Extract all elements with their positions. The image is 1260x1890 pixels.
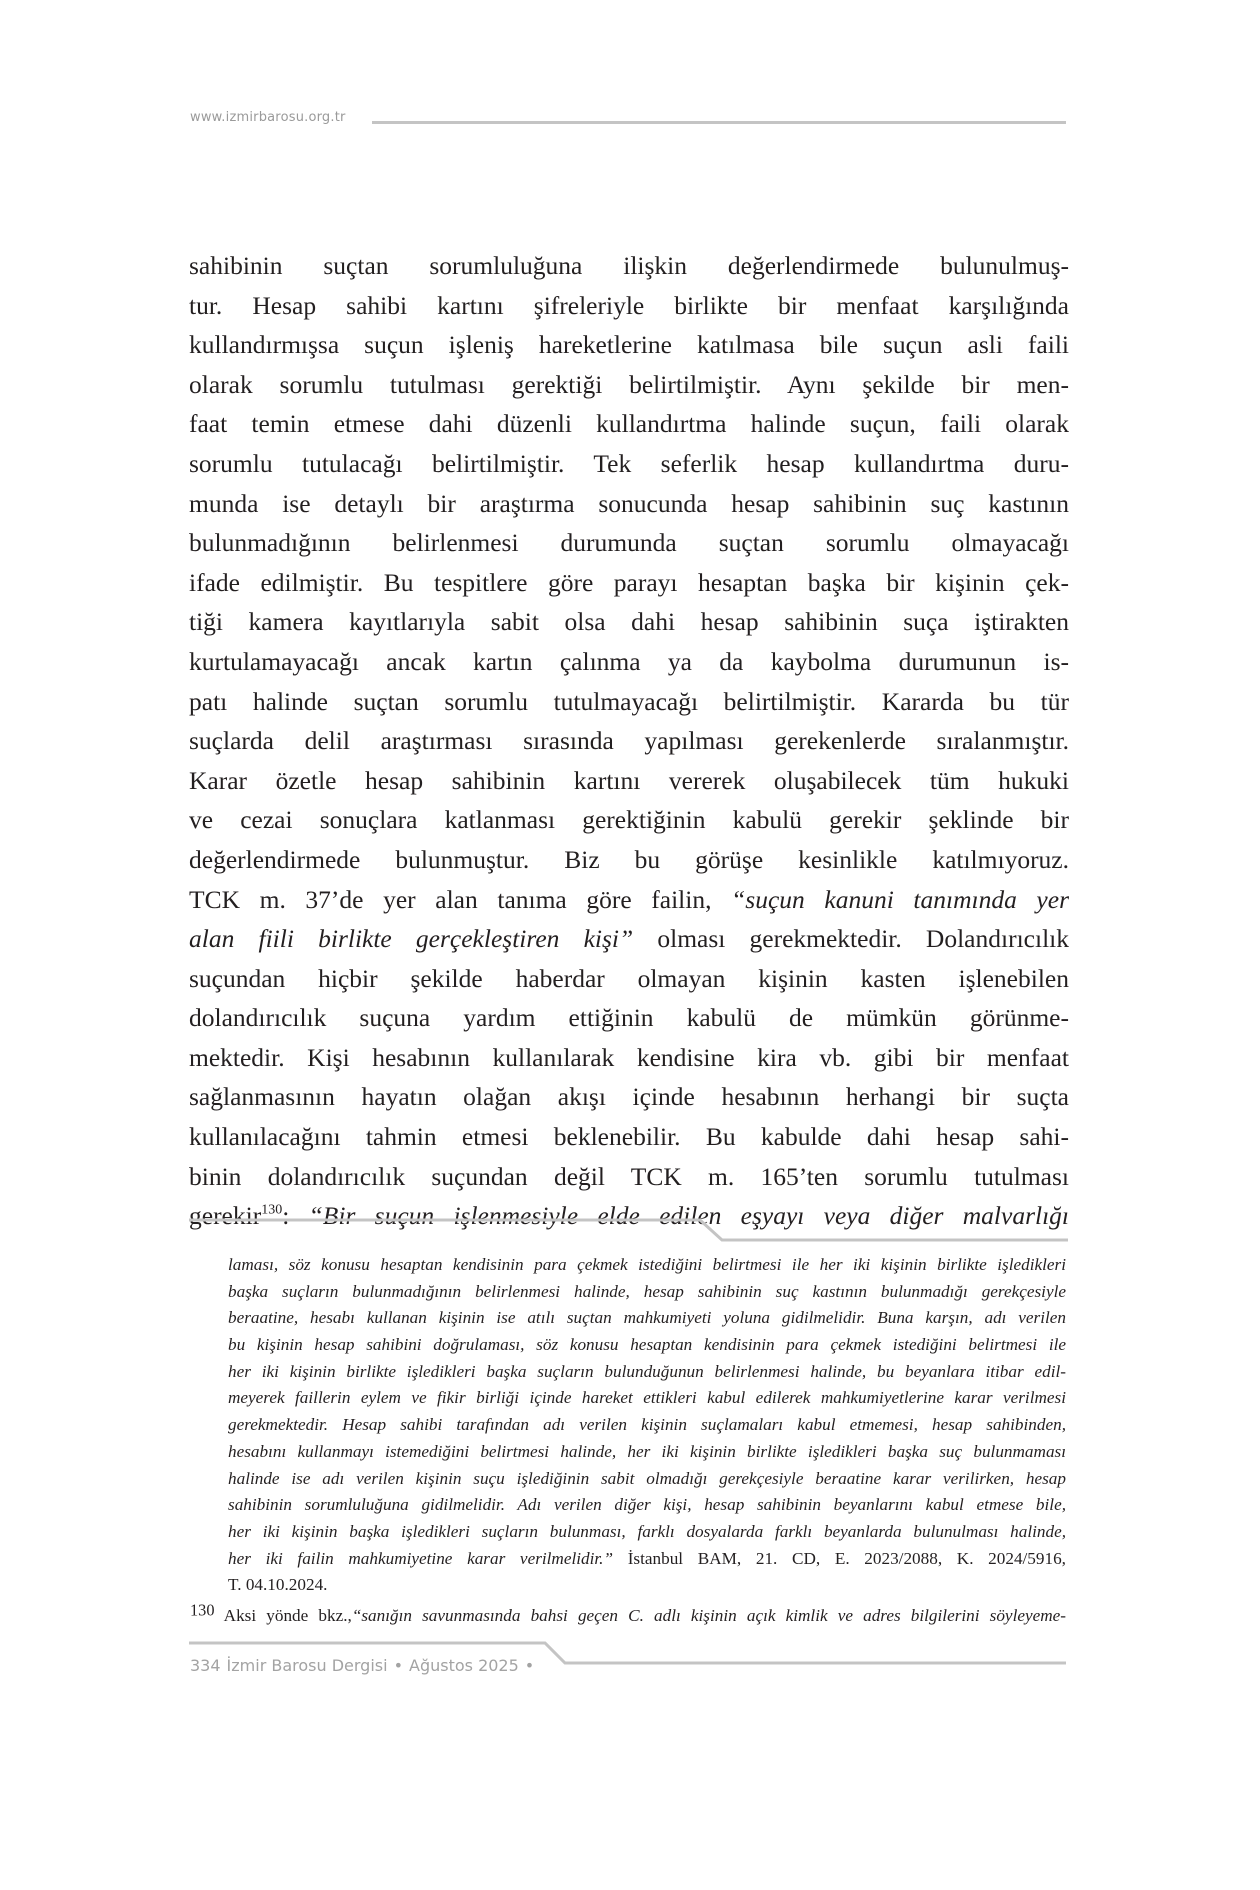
page-number: 334 [190,1656,221,1675]
quoted-text: her iki kişinin başka işledikleri suçların bulunması, farklı dosyalarda farklı beyanlarda bulunulması halinde, [228,1521,1066,1541]
text-segment: kullandırmışsa suçun işleniş hareketlerine katılmasa bile suçun asli faili [189,330,1069,360]
quoted-text: her iki failin mahkumiyetine karar verilmelidir.” [228,1548,614,1568]
quoted-text: hesabını kullanmayı istemediğini belirtmesi halinde, her iki kişinin birlikte işledikleri başka suç bulunmaması [228,1441,1066,1461]
text-segment: olarak sorumlu tutulması gerektiği belirtilmiştir. Aynı şekilde bir men- [189,369,1069,399]
text-segment: faat temin etmese dahi düzenli kullandırtma halinde suçun, faili olarak [189,409,1069,439]
text-segment: dolandırıcılık suçuna yardım ettiğinin kabulü de mümkün görünme- [189,1003,1069,1033]
text-segment: munda ise detaylı bir araştırma sonucunda hesap sahibinin suç kastının [189,488,1069,518]
text-segment: olması gerekmektedir. Dolandırıcılık [633,924,1069,954]
header-url: www.izmirbarosu.org.tr [190,110,346,125]
quoted-text: her iki kişinin birlikte işledikleri başka suçların bulunduğunun belirlenmesi halinde, bu beyanlara itibar edil- [228,1361,1066,1381]
text-segment: İstanbul BAM, 21. CD, E. 2023/2088, K. 2024/5916, [613,1548,1066,1568]
text-segment: ve cezai sonuçlara katlanması gerektiğinin kabulü gerekir şeklinde bir [189,805,1069,835]
issue-date: Ağustos 2025 [409,1656,519,1675]
journal-name: İzmir Barosu Dergisi [226,1656,388,1675]
text-segment: suçlarda delil araştırması sırasında yapılması gerekenlerde sıralanmıştır. [189,726,1069,756]
quoted-text: bu kişinin hesap sahibini doğrulaması, söz konusu hesaptan kendisinin para çekmek istediğini belirtmesi ile [228,1335,1066,1355]
quoted-text: gerekmektedir. Hesap sahibi tarafından adı verilen kişinin suçlamaları kabul etmemesi, hesap sahibinden, [228,1415,1066,1435]
page-footer [190,1656,540,1675]
quoted-text: sahibinin sorumluluğuna gidilmelidir. Adı verilen diğer kişi, hesap sahibinin beyanlarını kabul etmese bile, [228,1495,1066,1515]
footnote-ref: 130 [261,1202,283,1218]
footnote-quote: “sanığın savunmasında bahsi geçen C. adlı kişinin açık kimlik ve adres bilgilerini söyleyeme- [351,1606,1066,1625]
text-segment: sağlanmasının hayatın olağan akışı içinde hesabının herhangi bir suçta [189,1082,1069,1112]
text-segment: kullanılacağını tahmin etmesi beklenebilir. Bu kabulde dahi hesap sahi- [189,1122,1069,1152]
footnote-lead: Aksi yönde bkz., [214,1606,352,1625]
text-segment: Karar özetle hesap sahibinin kartını vererek oluşabilecek tüm hukuki [189,765,1069,795]
text-segment: tiği kamera kayıtlarıyla sabit olsa dahi hesap sahibinin suça iştirakten [189,607,1069,637]
quoted-text: halinde ise adı verilen kişinin suçu işlediğinin sabit olmadığı gerekçesiyle beraatine karar verilirken, hesap [228,1468,1066,1488]
quoted-text: “Bir suçun işlenmesiyle elde edilen eşyayı veya diğer malvarlığı [308,1201,1069,1231]
text-segment: sahibinin suçtan sorumluluğuna ilişkin değerlendirmede bulunulmuş- [189,251,1069,280]
text-segment: tur. Hesap sahibi kartını şifreleriyle birlikte bir menfaat karşılığında [189,290,1069,320]
text-segment: bulunmadığının belirlenmesi durumunda suçtan sorumlu olmayacağı [189,528,1069,558]
quoted-text: beraatine, hesabı kullanan kişinin ise atılı suçtan mahkumiyeti yoluna gidilmelidir. Buna karşın, adı verilen [228,1308,1066,1328]
text-segment: T. 04.10.2024. [228,1575,328,1595]
text-segment: sorumlu tutulacağı belirtilmiştir. Tek seferlik hesap kullandırtma duru- [189,448,1069,478]
text-segment: patı halinde suçtan sorumlu tutulmayacağı belirtilmiştir. Kararda bu tür [189,686,1069,716]
text-segment: değerlendirmede bulunmuştur. Biz bu görüşe kesinlikle katılmıyoruz. [189,844,1069,874]
text-segment: binin dolandırıcılık suçundan değil TCK m. 165’ten sorumlu tutulması [189,1161,1069,1191]
text-segment: TCK m. 37’de yer alan tanıma göre failin, [189,884,732,914]
quoted-text: alan fiili birlikte gerçekleştiren kişi” [189,924,634,954]
text-segment: ifade edilmiştir. Bu tespitlere göre parayı hesaptan başka bir kişinin çek- [189,567,1069,597]
text-segment: mektedir. Kişi hesabının kullanılarak kendisine kira vb. gibi bir menfaat [189,1042,1069,1072]
text-segment: kurtulamayacağı ancak kartın çalınma ya da kaybolma durumunun is- [189,646,1069,676]
text-segment: gerekir [189,1201,262,1231]
quoted-text: meyerek faillerin eylem ve fikir birliği içinde hareket ettikleri kabul edilerek mahkumiyetlerine karar verilmesi [228,1388,1066,1408]
quoted-text: “suçun kanuni tanımında yer [731,884,1069,914]
footer-end-bullet: • [524,1656,535,1675]
text-segment: suçundan hiçbir şekilde haberdar olmayan kişinin kasten işlenebilen [189,963,1069,993]
quoted-text: başka suçların bulunmadığının belirlenmesi halinde, hesap sahibinin suç kastının bulunmadığı gerekçesiyle [228,1281,1066,1301]
text-segment: : [282,1201,309,1231]
quoted-text: laması, söz konusu hesaptan kendisinin para çekmek istediğini belirtmesi ile her iki kişinin birlikte işledikleri [228,1255,1066,1274]
footer-separator: • [393,1656,403,1675]
footnote-number: 130 [190,1600,215,1620]
